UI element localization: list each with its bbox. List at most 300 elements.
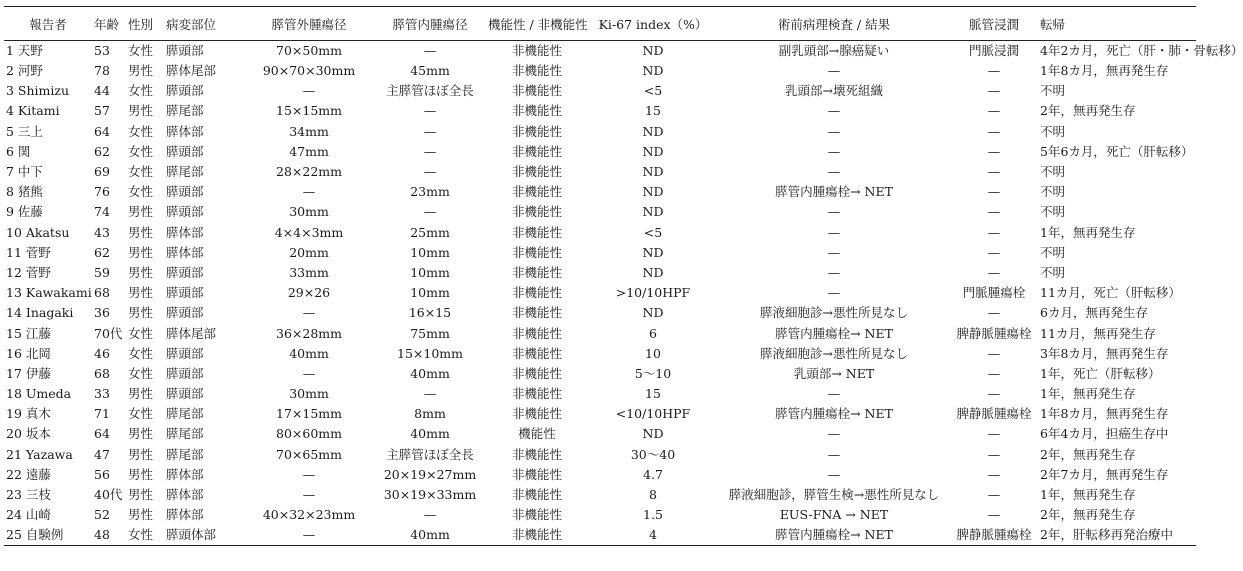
cell-preop-pathology: 膵液細胞診，膵管生検→悪性所見なし — [728, 487, 940, 503]
cell-location: 膵体部 — [166, 507, 204, 523]
cell-reporter: 13 Kawakami — [6, 285, 92, 301]
table-row — [4, 424, 1196, 444]
cell-outcome: 2年，肝転移再発治療中 — [1040, 527, 1173, 543]
cell-vascular-invasion: — — [987, 143, 1001, 159]
cell-reporter: 5 三上 — [6, 123, 43, 139]
cell-ki67: 1.5 — [643, 507, 663, 523]
cell-preop-pathology: — — [827, 244, 841, 260]
cell-extraductal-size: 17×15mm — [276, 406, 342, 422]
cell-location: 膵頭部 — [166, 264, 204, 280]
cell-location: 膵尾部 — [166, 103, 204, 119]
cell-ki67: <5 — [643, 224, 663, 240]
cell-preop-pathology: — — [827, 386, 841, 402]
cell-vascular-invasion: — — [987, 507, 1001, 523]
cell-extraductal-size: — — [302, 487, 316, 503]
cell-vascular-invasion: 脾静脈腫瘍栓 — [956, 527, 1032, 543]
cell-sex: 女性 — [128, 83, 154, 99]
cell-extraductal-size: 30mm — [289, 204, 329, 220]
table-row — [4, 283, 1196, 303]
cell-vascular-invasion: — — [987, 184, 1001, 200]
cell-functionality: 非機能性 — [511, 143, 562, 159]
cell-location: 膵体尾部 — [166, 325, 217, 341]
cell-extraductal-size: 70×50mm — [276, 43, 342, 58]
cell-age: 59 — [94, 264, 110, 280]
cell-sex: 女性 — [128, 164, 154, 180]
cell-intraductal-size: 30×19×33mm — [383, 487, 477, 503]
cell-ki67: >10/10HPF — [615, 285, 691, 301]
cell-preop-pathology: — — [827, 466, 841, 482]
cell-sex: 男性 — [128, 63, 154, 79]
cell-intraductal-size: 75mm — [410, 325, 450, 341]
cell-outcome: 不明 — [1040, 264, 1066, 280]
cell-preop-pathology: — — [827, 164, 841, 180]
cell-preop-pathology: 膵液細胞診→悪性所見なし — [760, 305, 908, 321]
cell-intraductal-size: 主膵管ほぼ全長 — [386, 446, 474, 462]
cell-location: 膵頭部 — [166, 43, 204, 58]
cell-age: 52 — [94, 507, 110, 523]
cell-vascular-invasion: — — [987, 426, 1001, 442]
cell-sex: 女性 — [128, 527, 154, 543]
header-sex: 性別 — [126, 7, 164, 41]
cell-outcome: 不明 — [1040, 123, 1066, 139]
cell-age: 68 — [94, 285, 110, 301]
cell-intraductal-size: 15×10mm — [397, 345, 463, 361]
cell-functionality: 非機能性 — [511, 527, 562, 543]
cell-outcome: 1年，無再発生存 — [1040, 224, 1136, 240]
cell-preop-pathology: — — [827, 426, 841, 442]
cell-functionality: 非機能性 — [511, 386, 562, 402]
table-row — [4, 101, 1196, 121]
cell-vascular-invasion: — — [987, 487, 1001, 503]
table-row — [4, 445, 1196, 465]
cell-reporter: 10 Akatsu — [6, 224, 70, 240]
cell-reporter: 25 自験例 — [6, 527, 64, 543]
cell-sex: 女性 — [128, 143, 154, 159]
cell-ki67: 5～10 — [634, 365, 672, 381]
cell-sex: 男性 — [128, 244, 154, 260]
cell-location: 膵頭部 — [166, 345, 204, 361]
cell-age: 43 — [94, 224, 110, 240]
cell-reporter: 23 三枝 — [6, 487, 51, 503]
table-row — [4, 465, 1196, 485]
cell-sex: 男性 — [128, 103, 154, 119]
cell-outcome: 2年，無再発生存 — [1040, 446, 1136, 462]
table-row — [4, 485, 1196, 505]
cell-age: 62 — [94, 244, 110, 260]
table-row — [4, 344, 1196, 364]
cell-ki67: ND — [642, 143, 664, 159]
cell-location: 膵頭部 — [166, 83, 204, 99]
cell-age: 76 — [94, 184, 110, 200]
cell-age: 48 — [94, 527, 110, 543]
table-row — [4, 525, 1196, 546]
cell-age: 64 — [94, 123, 110, 139]
cell-ki67: ND — [642, 164, 664, 180]
cell-sex: 男性 — [128, 285, 154, 301]
cell-sex: 男性 — [128, 204, 154, 220]
cell-sex: 女性 — [128, 365, 154, 381]
cell-preop-pathology: 膵管内腫瘍栓→ NET — [775, 406, 893, 422]
cell-vascular-invasion: — — [987, 103, 1001, 119]
cell-reporter: 22 遠藤 — [6, 466, 51, 482]
cell-extraductal-size: — — [302, 83, 316, 99]
cell-intraductal-size: — — [423, 204, 437, 220]
cell-functionality: 非機能性 — [511, 365, 562, 381]
cell-sex: 男性 — [128, 264, 154, 280]
cell-sex: 女性 — [128, 184, 154, 200]
cell-location: 膵体部 — [166, 466, 204, 482]
cell-reporter: 15 江藤 — [6, 325, 51, 341]
cell-vascular-invasion: 門脈腫瘍栓 — [962, 285, 1026, 301]
cell-functionality: 非機能性 — [511, 507, 562, 523]
table-row — [4, 182, 1196, 202]
header-ki67: Ki-67 index（%） — [588, 7, 718, 41]
cell-outcome: 5年6カ月，死亡（肝転移） — [1040, 143, 1194, 159]
cell-location: 膵体部 — [166, 123, 204, 139]
cell-preop-pathology: — — [827, 123, 841, 139]
header-functionality: 機能性 / 非機能性 — [486, 7, 588, 41]
cell-vascular-invasion: — — [987, 345, 1001, 361]
cell-vascular-invasion: — — [987, 83, 1001, 99]
case-report-table — [4, 6, 1243, 546]
cell-intraductal-size: — — [423, 43, 437, 58]
cell-vascular-invasion: — — [987, 204, 1001, 220]
cell-extraductal-size: 30mm — [289, 386, 329, 402]
cell-reporter: 2 河野 — [6, 63, 43, 79]
cell-outcome: 1年，無再発生存 — [1040, 386, 1136, 402]
cell-ki67: <5 — [643, 83, 663, 99]
cell-age: 71 — [94, 406, 110, 422]
cell-outcome: 1年，無再発生存 — [1040, 487, 1136, 503]
cell-extraductal-size: 33mm — [289, 264, 329, 280]
cell-intraductal-size: 主膵管ほぼ全長 — [386, 83, 474, 99]
table-row — [4, 243, 1196, 263]
cell-vascular-invasion: — — [987, 264, 1001, 280]
cell-outcome: 不明 — [1040, 204, 1066, 220]
cell-age: 44 — [94, 83, 110, 99]
cell-intraductal-size: 10mm — [410, 285, 450, 301]
cell-functionality: 非機能性 — [511, 164, 562, 180]
cell-intraductal-size: 10mm — [410, 264, 450, 280]
cell-sex: 男性 — [128, 446, 154, 462]
cell-preop-pathology: — — [827, 285, 841, 301]
cell-reporter: 20 坂本 — [6, 426, 51, 442]
cell-age: 64 — [94, 426, 110, 442]
cell-vascular-invasion: — — [987, 123, 1001, 139]
cell-sex: 女性 — [128, 325, 154, 341]
cell-intraductal-size: 20×19×27mm — [383, 466, 477, 482]
cell-intraductal-size: 40mm — [410, 426, 450, 442]
cell-age: 74 — [94, 204, 110, 220]
cell-location: 膵体部 — [166, 487, 204, 503]
cell-extraductal-size: 40×32×23mm — [262, 507, 356, 523]
header-outcome: 転帰 — [1038, 7, 1196, 41]
table-row — [4, 61, 1196, 81]
cell-location: 膵体部 — [166, 224, 204, 240]
cell-intraductal-size: — — [423, 386, 437, 402]
cell-vascular-invasion: — — [987, 466, 1001, 482]
table-row — [4, 303, 1196, 323]
cell-outcome: 1年8カ月，無再発生存 — [1040, 63, 1169, 79]
cell-outcome: 1年8カ月，無再発生存 — [1040, 406, 1169, 422]
cell-outcome: 6年4カ月，担癌生存中 — [1040, 426, 1169, 442]
cell-vascular-invasion: — — [987, 305, 1001, 321]
cell-reporter: 7 中下 — [6, 164, 43, 180]
header-preop-pathology: 術前病理検査 / 結果 — [718, 7, 950, 41]
cell-location: 膵尾部 — [166, 446, 204, 462]
cell-intraductal-size: 16×15 — [408, 305, 452, 321]
cell-vascular-invasion: 脾静脈腫瘍栓 — [956, 406, 1032, 422]
cell-ki67: 15 — [645, 386, 661, 402]
cell-outcome: 不明 — [1040, 83, 1066, 99]
cell-age: 57 — [94, 103, 110, 119]
cell-functionality: 非機能性 — [511, 224, 562, 240]
cell-reporter: 24 山崎 — [6, 507, 51, 523]
cell-age: 78 — [94, 63, 110, 79]
cell-reporter: 3 Shimizu — [6, 83, 70, 99]
cell-outcome: 1年，死亡（肝転移） — [1040, 365, 1161, 381]
table-row — [4, 323, 1196, 343]
cell-extraductal-size: 34mm — [289, 123, 329, 139]
cell-extraductal-size: 40mm — [289, 345, 329, 361]
cell-outcome: 不明 — [1040, 184, 1066, 200]
cell-extraductal-size: 47mm — [289, 143, 329, 159]
cell-reporter: 11 菅野 — [6, 244, 51, 260]
cell-outcome: 4年2カ月，死亡（肝・肺・骨転移） — [1040, 43, 1243, 58]
cell-vascular-invasion: — — [987, 164, 1001, 180]
cell-reporter: 12 菅野 — [6, 264, 51, 280]
cell-functionality: 非機能性 — [511, 184, 562, 200]
cell-intraductal-size: — — [423, 507, 437, 523]
cell-sex: 女性 — [128, 406, 154, 422]
cell-sex: 男性 — [128, 487, 154, 503]
cell-intraductal-size: — — [423, 143, 437, 159]
cell-sex: 女性 — [128, 43, 154, 58]
cell-vascular-invasion: — — [987, 63, 1001, 79]
cell-age: 47 — [94, 446, 110, 462]
cell-reporter: 17 伊藤 — [6, 365, 51, 381]
cell-sex: 男性 — [128, 507, 154, 523]
cell-functionality: 非機能性 — [511, 325, 562, 341]
cell-outcome: 不明 — [1040, 164, 1066, 180]
cell-reporter: 21 Yazawa — [6, 446, 73, 462]
cell-ki67: ND — [642, 204, 664, 220]
cell-preop-pathology: — — [827, 143, 841, 159]
cell-ki67: ND — [642, 305, 664, 321]
cell-vascular-invasion: — — [987, 386, 1001, 402]
cell-location: 膵頭部 — [166, 386, 204, 402]
cell-location: 膵頭部 — [166, 204, 204, 220]
cell-preop-pathology: 膵管内腫瘍栓→ NET — [775, 184, 893, 200]
cell-functionality: 機能性 — [518, 426, 556, 442]
cell-location: 膵体部 — [166, 244, 204, 260]
table-row — [4, 384, 1196, 404]
header-location: 病変部位 — [164, 7, 244, 41]
cell-sex: 男性 — [128, 426, 154, 442]
table-row — [4, 223, 1196, 243]
cell-extraductal-size: 70×65mm — [276, 446, 342, 462]
cell-extraductal-size: — — [302, 365, 316, 381]
table-row — [4, 142, 1196, 162]
cell-ki67: ND — [642, 264, 664, 280]
cell-outcome: 11カ月，死亡（肝転移） — [1040, 285, 1181, 301]
cell-reporter: 14 Inagaki — [6, 305, 74, 321]
cell-ki67: 4 — [649, 527, 657, 543]
cell-intraductal-size: 25mm — [410, 224, 450, 240]
cell-preop-pathology: 副乳頭部→腺癌疑い — [778, 43, 890, 58]
cell-location: 膵頭部 — [166, 143, 204, 159]
cell-vascular-invasion: — — [987, 365, 1001, 381]
cell-functionality: 非機能性 — [511, 103, 562, 119]
cell-vascular-invasion: — — [987, 224, 1001, 240]
cell-functionality: 非機能性 — [511, 123, 562, 139]
header-extraductal-size: 膵管外腫瘍径 — [244, 7, 374, 41]
cell-ki67: ND — [642, 43, 664, 58]
cell-preop-pathology: — — [827, 204, 841, 220]
cell-preop-pathology: 膵液細胞診→悪性所見なし — [760, 345, 908, 361]
header-age: 年齢 — [92, 7, 126, 41]
cell-location: 膵尾部 — [166, 406, 204, 422]
cell-age: 62 — [94, 143, 110, 159]
cell-outcome: 2年，無再発生存 — [1040, 507, 1136, 523]
cell-location: 膵尾部 — [166, 426, 204, 442]
cell-preop-pathology: 膵管内腫瘍栓→ NET — [775, 325, 893, 341]
cell-intraductal-size: 8mm — [414, 406, 446, 422]
table-row — [4, 364, 1196, 384]
cell-ki67: 4.7 — [643, 466, 663, 482]
cell-preop-pathology: — — [827, 446, 841, 462]
cell-preop-pathology: — — [827, 63, 841, 79]
cell-location: 膵頭部 — [166, 184, 204, 200]
cell-intraductal-size: — — [423, 103, 437, 119]
cell-location: 膵頭部 — [166, 305, 204, 321]
cell-functionality: 非機能性 — [511, 285, 562, 301]
cell-reporter: 19 真木 — [6, 406, 51, 422]
cell-ki67: 6 — [649, 325, 657, 341]
cell-extraductal-size: — — [302, 466, 316, 482]
cell-extraductal-size: 20mm — [289, 244, 329, 260]
cell-functionality: 非機能性 — [511, 83, 562, 99]
table-row — [4, 81, 1196, 101]
cell-intraductal-size: — — [423, 123, 437, 139]
cell-age: 33 — [94, 386, 110, 402]
cell-location: 膵体尾部 — [166, 63, 217, 79]
table-body — [4, 41, 1243, 546]
cell-functionality: 非機能性 — [511, 487, 562, 503]
cell-ki67: 10 — [645, 345, 661, 361]
cell-functionality: 非機能性 — [511, 406, 562, 422]
cell-functionality: 非機能性 — [511, 43, 562, 58]
cell-age: 46 — [94, 345, 110, 361]
cell-sex: 女性 — [128, 345, 154, 361]
cell-sex: 男性 — [128, 305, 154, 321]
cell-preop-pathology: — — [827, 224, 841, 240]
cell-sex: 男性 — [128, 466, 154, 482]
table-row — [4, 41, 1196, 62]
cell-ki67: ND — [642, 63, 664, 79]
cell-intraductal-size: — — [423, 164, 437, 180]
cell-reporter: 18 Umeda — [6, 386, 72, 402]
table-row — [4, 202, 1196, 222]
cell-intraductal-size: 45mm — [410, 63, 450, 79]
cell-vascular-invasion: — — [987, 244, 1001, 260]
table-row — [4, 162, 1196, 182]
cell-preop-pathology: EUS-FNA → NET — [779, 507, 889, 523]
cell-intraductal-size: 23mm — [410, 184, 450, 200]
cell-age: 69 — [94, 164, 110, 180]
cell-age: 36 — [94, 305, 110, 321]
cell-extraductal-size: — — [302, 527, 316, 543]
cell-ki67: <10/10HPF — [615, 406, 691, 422]
cell-reporter: 6 関 — [6, 143, 31, 159]
cell-extraductal-size: 90×70×30mm — [262, 63, 356, 79]
cell-preop-pathology: 乳頭部→ NET — [793, 365, 875, 381]
cell-sex: 男性 — [128, 386, 154, 402]
cell-ki67: ND — [642, 244, 664, 260]
cell-reporter: 8 猪熊 — [6, 184, 43, 200]
cell-functionality: 非機能性 — [511, 204, 562, 220]
cell-ki67: 8 — [649, 487, 657, 503]
cell-location: 膵頭体部 — [166, 527, 217, 543]
cell-preop-pathology: — — [827, 264, 841, 280]
table-header-row — [4, 7, 1196, 41]
cell-intraductal-size: 40mm — [410, 365, 450, 381]
cell-ki67: 30～40 — [630, 446, 676, 462]
cell-functionality: 非機能性 — [511, 466, 562, 482]
cell-intraductal-size: 10mm — [410, 244, 450, 260]
table-row — [4, 505, 1196, 525]
cell-functionality: 非機能性 — [511, 264, 562, 280]
cell-functionality: 非機能性 — [511, 345, 562, 361]
cell-age: 56 — [94, 466, 110, 482]
cell-ki67: ND — [642, 184, 664, 200]
cell-ki67: ND — [642, 123, 664, 139]
cell-location: 膵尾部 — [166, 164, 204, 180]
cell-outcome: 2年7カ月，無再発生存 — [1040, 466, 1169, 482]
cell-outcome: 不明 — [1040, 244, 1066, 260]
cell-age: 53 — [94, 43, 110, 58]
cell-preop-pathology: 膵管内腫瘍栓→ NET — [775, 527, 893, 543]
cell-reporter: 16 北岡 — [6, 345, 51, 361]
cell-age: 68 — [94, 365, 110, 381]
cell-sex: 男性 — [128, 224, 154, 240]
cell-reporter: 9 佐藤 — [6, 204, 43, 220]
cell-vascular-invasion: 脾静脈腫瘍栓 — [956, 325, 1032, 341]
header-reporter: 報告者 — [4, 7, 92, 41]
cell-extraductal-size: 15×15mm — [276, 103, 342, 119]
cell-preop-pathology: — — [827, 103, 841, 119]
cell-reporter: 1 天野 — [6, 43, 43, 58]
cell-extraductal-size: 4×4×3mm — [274, 224, 344, 240]
table-row — [4, 263, 1196, 283]
cell-location: 膵頭部 — [166, 285, 204, 301]
cell-functionality: 非機能性 — [511, 305, 562, 321]
cell-sex: 女性 — [128, 123, 154, 139]
cell-age: 40代 — [94, 487, 123, 503]
cell-reporter: 4 Kitami — [6, 103, 60, 119]
header-vascular-invasion: 脈管浸潤 — [950, 7, 1038, 41]
cell-preop-pathology: 乳頭部→壊死組織 — [785, 83, 883, 99]
cell-functionality: 非機能性 — [511, 446, 562, 462]
cell-extraductal-size: 29×26 — [287, 285, 331, 301]
cell-functionality: 非機能性 — [511, 244, 562, 260]
cell-outcome: 11カ月，無再発生存 — [1040, 325, 1156, 341]
cell-intraductal-size: 40mm — [410, 527, 450, 543]
cell-extraductal-size: 80×60mm — [276, 426, 342, 442]
header-intraductal-size: 膵管内腫瘍径 — [374, 7, 486, 41]
cell-age: 70代 — [94, 325, 123, 341]
table-row — [4, 122, 1196, 142]
